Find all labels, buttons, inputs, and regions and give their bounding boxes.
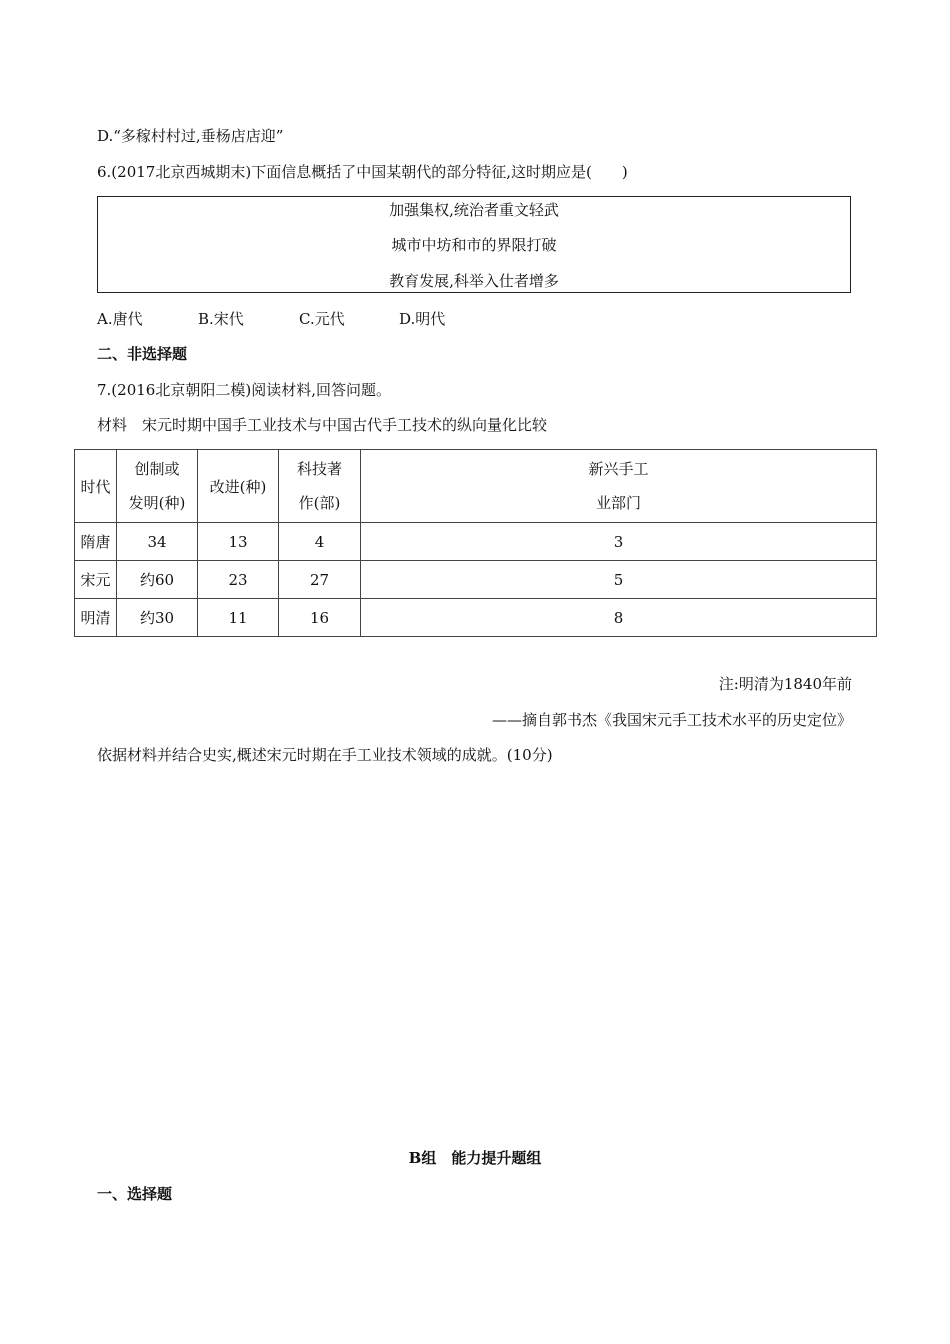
table-cell: 13 <box>198 523 279 561</box>
q6-feature-line: 城市中坊和市的界限打破 <box>391 236 557 254</box>
table-header-cell: 创制或 发明(种) <box>117 450 198 523</box>
table-header-row <box>75 450 877 523</box>
q7-question: 依据材料并结合史实,概述宋元时期在手工业技术领域的成就。(10分) <box>97 746 553 764</box>
q7-stem: 7.(2016北京朝阳二模)阅读材料,回答问题。 <box>97 381 391 399</box>
table-cell: 34 <box>117 523 198 561</box>
table-cell: 27 <box>279 561 361 599</box>
table-row <box>75 523 877 561</box>
section-title-nonchoice: 二、非选择题 <box>97 345 188 363</box>
table-row <box>75 599 877 637</box>
table-header-cell: 科技著 作(部) <box>279 450 361 523</box>
table-cell: 3 <box>361 523 877 561</box>
q6-option-a: A.唐代 <box>97 310 143 328</box>
q6-feature-line: 加强集权,统治者重文轻武 <box>389 201 559 219</box>
q5-option-d: D.“多稼村村过,垂杨店店迎” <box>97 127 284 145</box>
table-header-cell: 时代 <box>75 450 117 523</box>
group-b-title: B组 能力提升题组 <box>408 1149 542 1167</box>
q7-material-title: 材料 宋元时期中国手工业技术与中国古代手工技术的纵向量化比较 <box>97 416 548 434</box>
table-row <box>75 561 877 599</box>
q6-stem: 6.(2017北京西城期末)下面信息概括了中国某朝代的部分特征,这时期应是( ) <box>97 163 628 181</box>
table-cell: 11 <box>198 599 279 637</box>
q6-option-b: B.宋代 <box>198 310 244 328</box>
q6-option-d: D.明代 <box>399 310 446 328</box>
q6-option-c: C.元代 <box>299 310 345 328</box>
q7-table-note: 注:明清为1840年前 <box>718 675 852 693</box>
table-cell: 明清 <box>75 599 117 637</box>
q7-source-citation: ——摘自郭书杰《我国宋元手工技术水平的历史定位》 <box>491 711 852 729</box>
section-title-choice: 一、选择题 <box>97 1185 173 1203</box>
table-cell: 宋元 <box>75 561 117 599</box>
q6-feature-line: 教育发展,科举入仕者增多 <box>389 272 559 290</box>
table-cell: 约60 <box>117 561 198 599</box>
table-cell: 16 <box>279 599 361 637</box>
table-cell: 隋唐 <box>75 523 117 561</box>
table-header-cell: 新兴手工 业部门 <box>361 450 877 523</box>
table-cell: 5 <box>361 561 877 599</box>
table-cell: 4 <box>279 523 361 561</box>
table-cell: 23 <box>198 561 279 599</box>
q6-feature-box <box>97 196 851 293</box>
table-header-cell: 改进(种) <box>198 450 279 523</box>
table-cell: 约30 <box>117 599 198 637</box>
table-cell: 8 <box>361 599 877 637</box>
q7-comparison-table <box>74 449 877 637</box>
